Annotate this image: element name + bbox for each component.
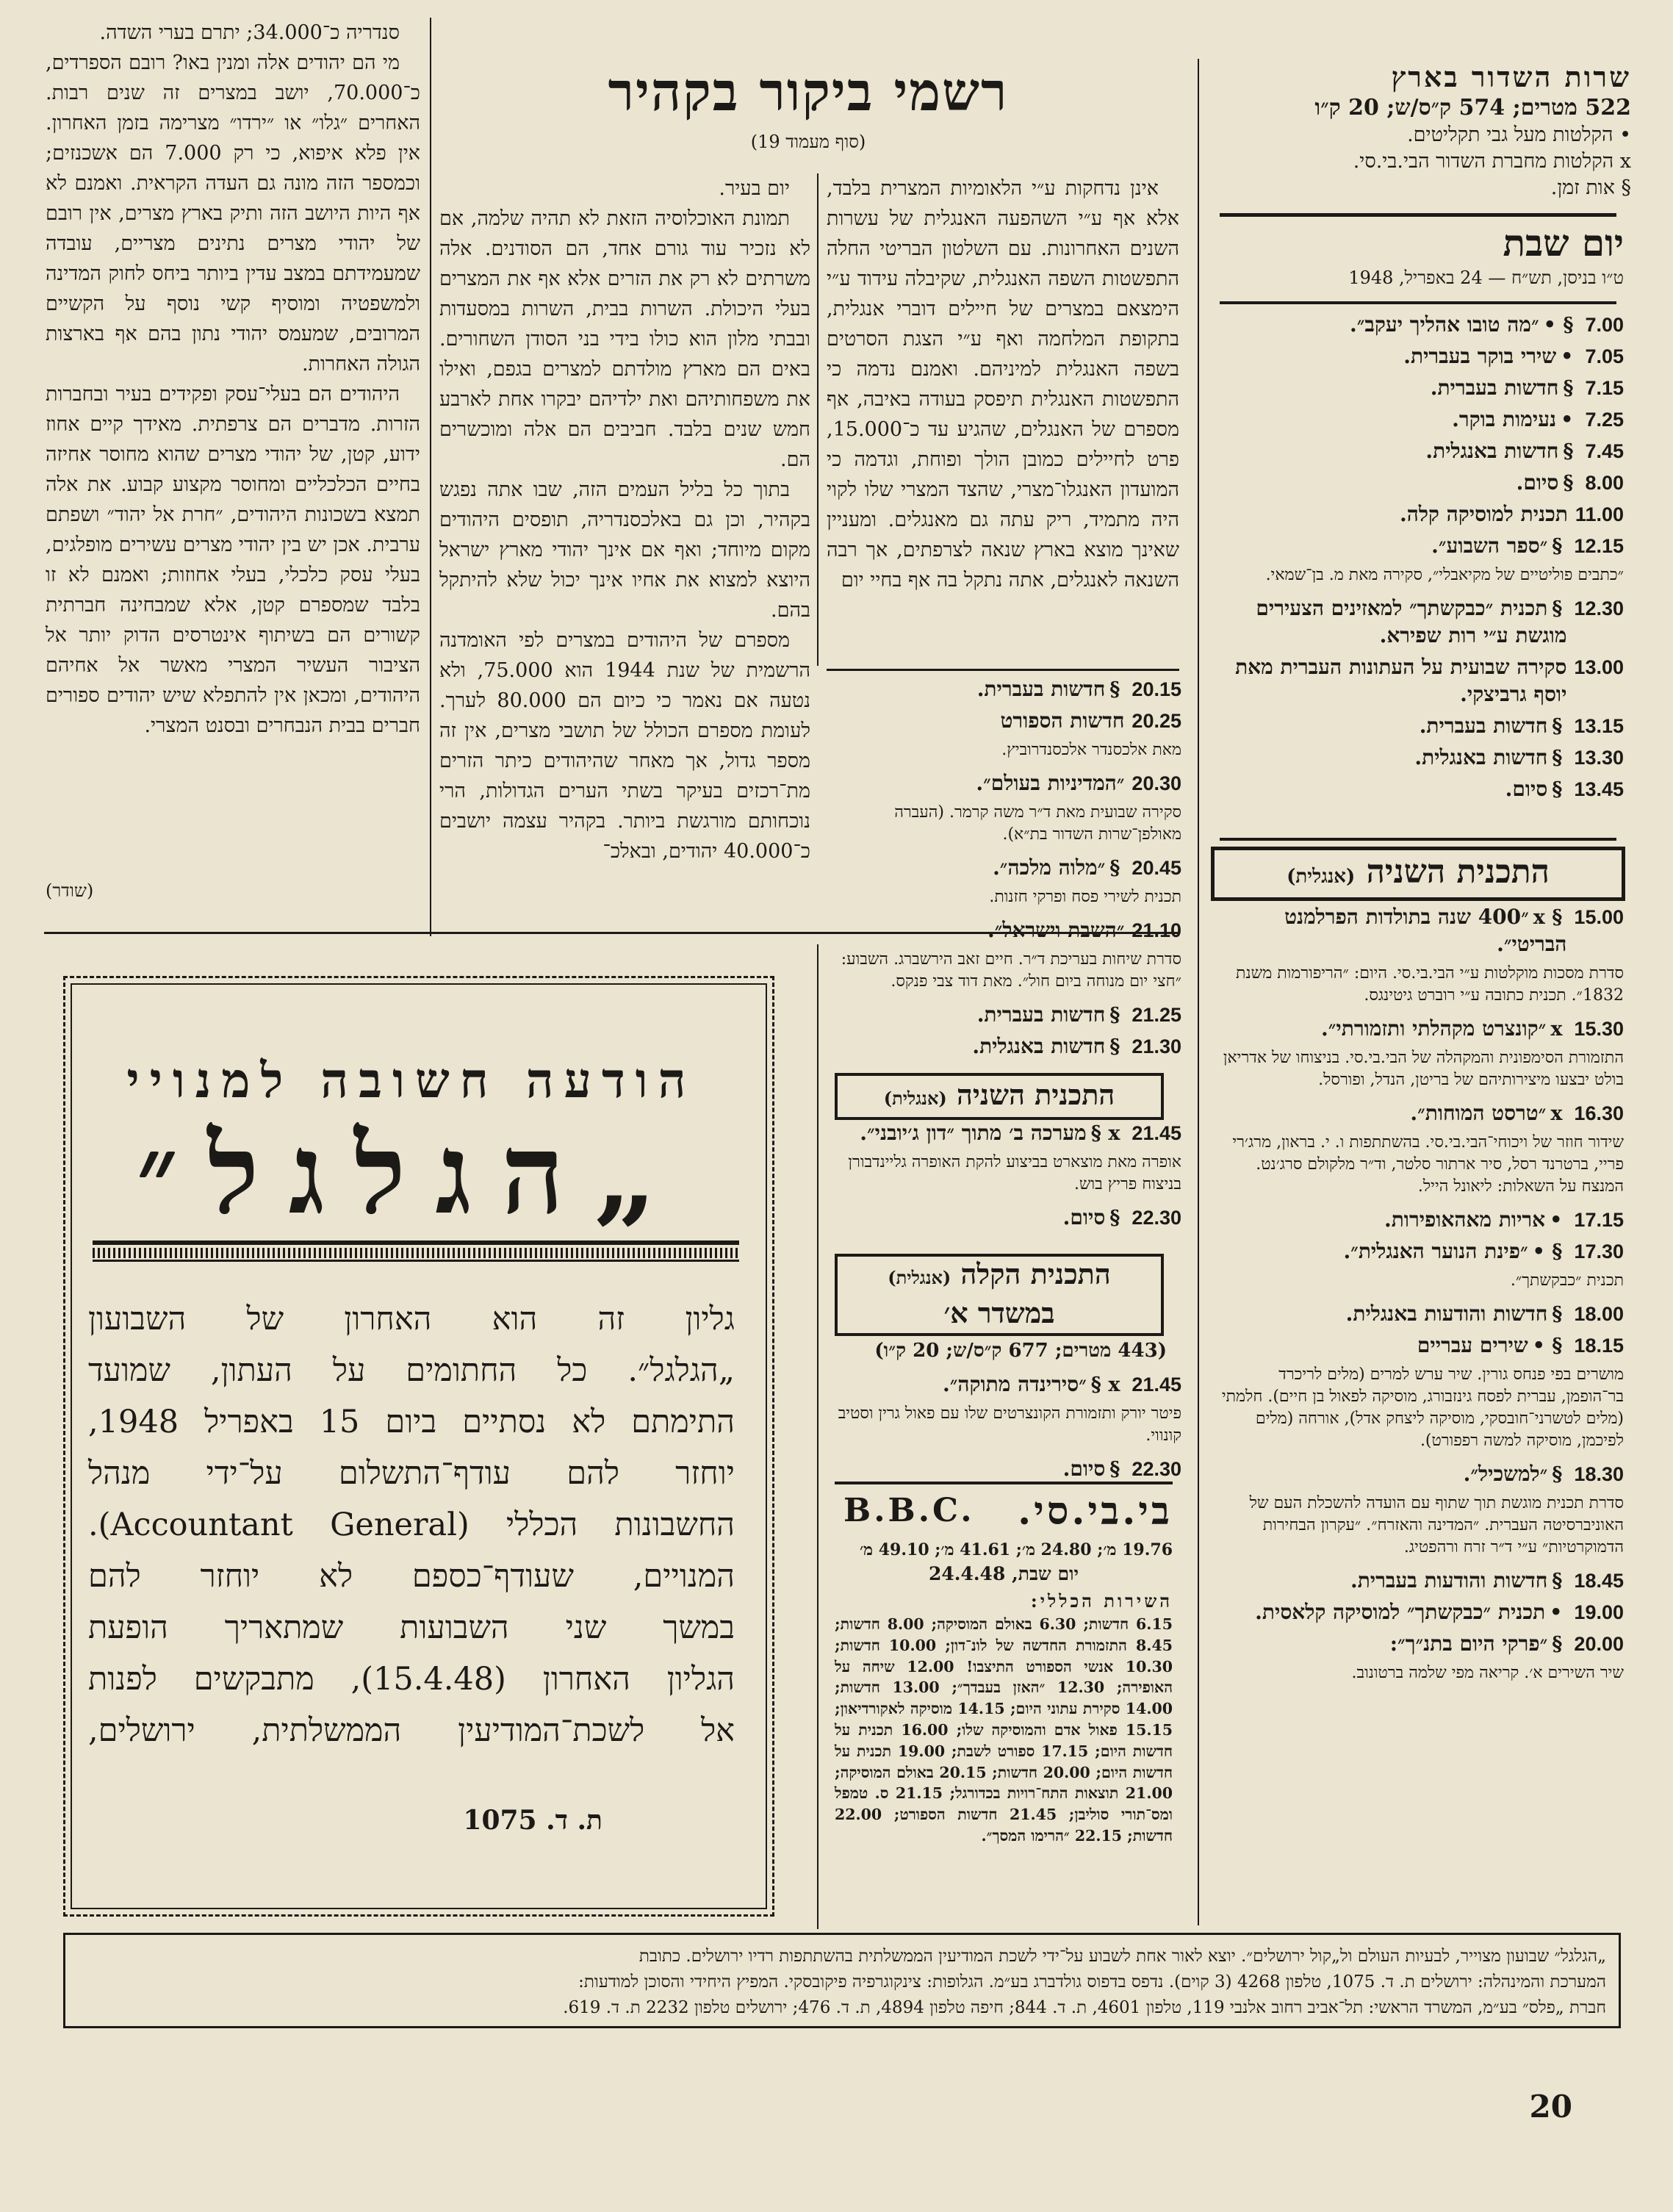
notice-rule-1 — [93, 1240, 739, 1245]
schedule-mark: § — [1552, 1463, 1563, 1486]
schedule-body — [1403, 343, 1577, 370]
schedule-body — [993, 855, 1124, 882]
schedule-mark: § • — [1532, 1335, 1563, 1357]
article-paragraph: יום בעיר. — [719, 177, 790, 200]
schedule-row — [1212, 654, 1624, 708]
schedule-row — [1212, 438, 1624, 465]
schedule-row — [829, 770, 1181, 797]
schedule-time: 12.30 — [1574, 597, 1624, 620]
schedule-time: 18.30 — [1574, 1463, 1624, 1485]
schedule-mark: § — [1109, 678, 1120, 701]
schedule-title: ״קונצרט מקהלתי ותזמורתי״. — [1321, 1016, 1547, 1041]
article-paragraph: סנדריה כ־34.000; יתרם בערי השדה. — [99, 21, 400, 44]
schedule-box1 — [829, 1120, 1181, 1236]
schedule-title: ״400 שנה בתולדות הפרלמנט הבריטי״. — [1284, 905, 1567, 956]
schedule-body — [1350, 312, 1577, 339]
schedule-mark: x — [1550, 1102, 1563, 1125]
schedule-time: 7.15 — [1585, 377, 1624, 399]
light-program-box-header — [835, 1254, 1164, 1336]
schedule-time: 22.30 — [1131, 1458, 1181, 1480]
schedule-row — [1212, 904, 1624, 958]
notice-line: במשך שני השבועות שמתאריך הופעת — [88, 1609, 735, 1646]
schedule-title: ״השבת וישראל״. — [987, 918, 1125, 942]
second-program-title: התכנית השניה — [1366, 853, 1550, 891]
box1-title: התכנית השניה — [956, 1078, 1115, 1111]
schedule-body — [1384, 1207, 1566, 1234]
page-number: 20 — [1529, 2089, 1572, 2125]
rule-right-3 — [1220, 838, 1616, 841]
notice-rule-2 — [93, 1260, 739, 1262]
schedule-title: סקירה שבועית על העתונות העברית מאת יוסף גרביצקי. — [1235, 655, 1567, 706]
schedule-mark: § — [1552, 747, 1563, 769]
schedule-body — [1425, 438, 1577, 465]
schedule-title: נעימות בוקר. — [1452, 407, 1557, 431]
article-signature: (שודר) — [46, 880, 94, 901]
box2-title: התכנית הקלה — [960, 1257, 1111, 1290]
schedule-title: סיום. — [1516, 470, 1559, 495]
schedule-mark: § — [1552, 597, 1563, 620]
article-paragraph: היהודים הם בעלי־עסק ופקידים בעיר ובחברות הזרות. מדברים הם צרפתית. מאידך קיים אחוז ידוע, קטן, של יהודי מצרים שהוא מחוסר אחיזה בחיים הכלכליים ומחוסר מקצוע קבוע. את אלה תמצא בשכונות היהודים, ״חרת אל יהוד״ ושפתם ערבית. אכן יש בין יהודי מצרים עשירים מופלגים, בעלי עסק כלכלי, בעלי אחוזות; ואמנם לא זו בלבד שמספרם קטן, אלא שמבחינה חברתית קשורים הם בשיתוף אינטרסים הדוק יותר אל הציבור העשיר המצרי מאשר אל אחיהם היהודים, ומכאן אין להתפלא שיש יהודים ספורים חברים בבית הנבחרים ובסנט המצרי. — [46, 383, 420, 737]
box2-tag: (אנגלית) — [888, 1267, 951, 1288]
schedule-row — [1212, 1461, 1624, 1488]
schedule-row — [1212, 406, 1624, 434]
schedule-body — [1517, 470, 1578, 497]
schedule-body — [1431, 533, 1566, 560]
bbc-freq: 19.76 מ׳; 24.80 מ׳; 41.61 מ׳; 49.10 מ׳ — [859, 1540, 1173, 1559]
schedule-title: חדשות והודעות בעברית. — [1350, 1568, 1548, 1592]
schedule-time: 13.00 — [1574, 656, 1624, 678]
schedule-title: חדשות והודעות באנגלית. — [1345, 1301, 1548, 1326]
schedule-box2 — [829, 1371, 1181, 1487]
legend-bbc: x הקלטות מחברת השדור הבי.בי.סי. — [1353, 150, 1631, 173]
schedule-title: חדשות הספורט — [1000, 708, 1125, 733]
schedule-time: 7.00 — [1585, 314, 1624, 336]
bbc-title-en: B.B.C. — [843, 1492, 975, 1529]
schedule-row — [1212, 343, 1624, 370]
schedule-body — [1400, 501, 1568, 528]
schedule-second — [1212, 904, 1624, 1693]
notice-line: „הגלגל״. כל החתומים על העתון, שמועד — [88, 1352, 735, 1389]
schedule-time: 20.30 — [1131, 772, 1181, 794]
schedule-mark: § — [1552, 535, 1563, 558]
box1-tag: (אנגלית) — [883, 1088, 947, 1109]
schedule-row — [829, 1204, 1181, 1232]
schedule-title: חדשות באנגלית. — [1425, 439, 1559, 463]
footer-line-1: „הגלגל״ שבועון מצוייר, לבעיות העולם ול„קול ירושלים״. יוצא לאור אחת לשבוע על־ידי לשכת המודיעין הממשלתית בהשתתפות רדיו ירושלים. כתובת — [638, 1947, 1606, 1966]
schedule-row — [1212, 1599, 1624, 1626]
bbc-heading — [835, 1489, 1173, 1533]
schedule-time: 17.15 — [1574, 1209, 1624, 1231]
schedule-desc: סקירה שבועית מאת ד״ר משה קרמר. (העברה מאולפן־שרות השדור בת״א). — [894, 803, 1181, 844]
schedule-time: 11.00 — [1575, 503, 1624, 525]
schedule-title: חדשות בעברית. — [976, 1002, 1106, 1027]
schedule-mark: • — [1550, 1209, 1563, 1232]
schedule-body — [977, 1002, 1125, 1029]
column-divider-right — [1198, 59, 1199, 1925]
article-title: רשמי ביקור בקהיר — [608, 60, 1009, 123]
article-paragraph: אינן נדחקות ע״י הלאומיות המצרית בלבד, אלא אף ע״י השהפעה האנגלית של עשרות השנים האחרונות. עם השלטון הבריטי החלה התפשטות השפה האנגלית, שקיבלה עידוד ע״י הימצאם במצרים של חיילים דוברי אנגלית, בתקופת המלחמה ואף ע״י הצגת הסרטים בשפה האנגלית למיניהם. ואמנם נדמה כי התפשטות האנגלית תיפסק בעודה באיבה, אף מספרם של האנגלים, שהגיע עד כ־15.000, פרט לחיילים כמובן הולך ופוחת, וגדמה כי המועדון האנגלו־מצרי, שהצד המצרי שלו לקוי היה מתמיד, ריק עתה גם מאנגלים. ומעניין שאינך מוצא בארץ שנאה לצרפתים, אך רבה השנאה לאנגלים, אתה נתקל בה אף בחיי יום — [827, 177, 1179, 592]
schedule-mark: § — [1563, 377, 1574, 400]
schedule-title: מערכה ב׳ מתוך ״דון ג׳יובני״. — [860, 1121, 1087, 1145]
article-paragraph: תמונת האוכלוסיה הזאת לא תהיה שלמה, אם לא נזכיר עוד גורם אחד, הם הסודנים. אלה משרתים לא רק את הזרים אלא אף את המצרים בעלי היכולת. השרות בבית, השרות במסעדות ובבתי מלון הוא כולו בידי בני הסודן השחורים. באים הם מארץ מולדתם למצרים בגפם, ואילו את משפחותיהם ואת ילדיהם יבקרו אחת לארבע חמש שנים בלבד. חביבים הם אלה ומוכשרים הם. — [439, 207, 810, 471]
bbc-service: השירות הכללי: — [1030, 1590, 1173, 1612]
schedule-title: חדשות בעברית. — [1419, 714, 1548, 738]
schedule-time: 18.00 — [1574, 1303, 1624, 1325]
schedule-time: 13.30 — [1574, 747, 1624, 769]
article-column-left — [46, 18, 420, 741]
schedule-body — [1417, 1332, 1567, 1360]
schedule-title: ״טרסט המוחות״. — [1410, 1101, 1547, 1125]
schedule-body — [1420, 713, 1567, 740]
schedule-mark: § — [1109, 1035, 1120, 1058]
legend-time-signal: § אות זמן. — [1550, 176, 1631, 199]
radio-header-freq: 522 מטרים; 574 ק״ס/ש; 20 ק״ו — [1314, 95, 1631, 121]
schedule-time: 7.45 — [1585, 440, 1624, 462]
schedule-row — [1212, 595, 1624, 650]
schedule-title: חדשות בעברית. — [976, 677, 1106, 701]
notice-line: גליון זה הוא האחרון של השבועון — [88, 1301, 735, 1337]
article-paragraph: בתוך כל בליל העמים הזה, שבו אתה נפגש בקהיר, וכן גם באלכסנדריה, תופסים היהודים מקום מיוחד; ואף אם אינך יהודי מארץ ישראל היוצא למצוא את אחיו אינך יכול שלא להיתקל בהם. — [439, 478, 810, 622]
notice-line: המנויים, שעודף־כספם לא יוחזר להם — [88, 1558, 735, 1595]
schedule-mark: § • — [1532, 1240, 1563, 1263]
schedule-body — [1431, 375, 1578, 402]
legend-recordings: • הקלטות מעל גבי תקליטים. — [1407, 123, 1631, 146]
schedule-title: סיום. — [1062, 1205, 1106, 1229]
schedule-time: 19.00 — [1574, 1601, 1624, 1623]
schedule-desc: תכנית ״כבקשתך״. — [1510, 1271, 1624, 1290]
schedule-title: תכנית ״כבקשתך״ למאזינים הצעירים מוגשת ע״י רות שפירא. — [1256, 596, 1567, 647]
article-column-right — [827, 173, 1179, 595]
schedule-mark: § — [1552, 1570, 1563, 1592]
schedule-desc: סדרת מסכות מוקלטות ע״י הבי.בי.סי. היום: ״הריפורמות משנת 1832״. תכנית כתובה ע״י רוברט גיטינגס. — [1236, 964, 1624, 1005]
day-title: יום שבת — [1503, 221, 1624, 265]
schedule-body — [1505, 776, 1567, 803]
schedule-desc: שידור חוזר של ויכוחי־הבי.בי.סי. בהשתתפות ו. י. בראון, מרג׳רי פריי, ברטרנד רסל, סיר ארתור סלטר, וד״ר מלקולם סרג׳נט. המנצח על השאלות: ליאונל הייל. — [1232, 1133, 1624, 1196]
schedule-body — [1452, 406, 1577, 434]
schedule-row — [829, 1033, 1181, 1060]
schedule-mark: x — [1550, 1018, 1563, 1041]
schedule-row — [1212, 744, 1624, 772]
schedule-title: ״פרקי היום בתנ״ך״: — [1389, 1631, 1548, 1656]
schedule-body — [1212, 904, 1566, 958]
schedule-desc: ״כתבים פוליטיים של מקיאבלי״, סקירה מאת מ. בן־שמאי. — [1265, 566, 1624, 584]
schedule-time: 15.00 — [1574, 906, 1624, 928]
schedule-row — [1212, 1207, 1624, 1234]
schedule-time: 18.15 — [1574, 1335, 1624, 1357]
schedule-time: 21.25 — [1131, 1004, 1181, 1026]
schedule-time: 7.05 — [1585, 345, 1624, 367]
schedule-desc: תכנית לשירי פסח ופרקי חזנות. — [989, 888, 1181, 906]
second-program-header — [1211, 847, 1625, 901]
schedule-row — [829, 1371, 1181, 1398]
schedule-row — [829, 708, 1181, 735]
schedule-body — [1212, 654, 1566, 708]
radio-header-title: שרות השדור בארץ — [1391, 60, 1631, 93]
schedule-body — [1410, 1100, 1566, 1127]
schedule-time: 21.30 — [1131, 1035, 1181, 1057]
schedule-body — [977, 676, 1125, 703]
notice-line: התימתם לא נסתיים ביום 15 באפריל 1948, — [88, 1404, 735, 1440]
notice-line: יוחזר להם עודף־התשלום על־ידי מנהל — [88, 1455, 735, 1492]
schedule-body — [972, 1033, 1124, 1060]
schedule-body — [943, 1371, 1124, 1398]
rule-right-2 — [1220, 301, 1616, 304]
article-col-divider-2 — [430, 18, 431, 936]
schedule-time: 20.00 — [1574, 1633, 1624, 1655]
schedule-mark: • — [1550, 1601, 1563, 1624]
schedule-desc: מושרים בפי פנחס גורין. שיר ערש למרים (מלים לריכרד בר־הופמן, עברית לפסח גינזבורג, מוסיקה לפאול בן חיים). חלמתי (מלים לטשרני־חובסקי, מוסיקה ליצחק אדל), אורחה (מלים לפיכמן, מוסיקה למשה רפפורט). — [1221, 1365, 1624, 1450]
day-date: ט״ו בניסן, תש״ח — 24 באפריל, 1948 — [1348, 267, 1624, 288]
schedule-title: ״המדיניות בעולם״. — [976, 771, 1125, 795]
schedule-mark: § — [1109, 1207, 1120, 1229]
schedule-body — [1063, 1456, 1125, 1483]
schedule-mark: • — [1561, 345, 1574, 368]
schedule-title: תכנית למוסיקה קלה. — [1399, 502, 1568, 526]
schedule-mark: § — [1109, 857, 1120, 880]
notice-heading: הודעה חשובה למנויי — [126, 1052, 697, 1109]
schedule-mark: § • — [1543, 314, 1574, 337]
schedule-title: אריות מאהאופירות. — [1384, 1207, 1546, 1232]
schedule-title: ״סירינדה מתוקה״. — [943, 1372, 1087, 1396]
article-column-middle — [439, 173, 810, 866]
bbc-top-rule — [835, 1482, 1173, 1484]
second-program-box-header — [835, 1073, 1164, 1120]
schedule-title: ״מה טובו אהליך יעקב״. — [1350, 312, 1539, 337]
schedule-title: חדשות באנגלית. — [972, 1034, 1106, 1058]
schedule-row — [829, 1456, 1181, 1483]
notice-rule-hatched — [93, 1248, 739, 1258]
schedule-time: 21.45 — [1131, 1122, 1181, 1144]
schedule-body — [1414, 744, 1566, 772]
article-paragraph: מי הם יהודים אלה ומנין באו? רובם הספרדים, כ־70.000, יושב במצרים זה שנים רבות. האחרים ״גלו״ או ״ירדו״ מצרימה בזמן האחרון. אין פלא איפוא, כי רק 7.000 הם אשכנזים; וכמספר הזה מונה גם העדה הקראית. ואמנם לא אף היות היושב הזה ותיק בארץ מצרים, אין רובם של יהודי מצרים נתינים מצריים, עובדה שמעמידתם במצב עדין ביותר ביחס לחוק המדינה ולמשפטיה ומוסיף קשי נוסף על הקשיים המרובים, שמעמס יהודי נתון בהם אף בארצות הגולה האחרות. — [46, 51, 420, 376]
schedule-title: ״מלוה מלכה״. — [993, 855, 1106, 880]
schedule-body — [1063, 1204, 1125, 1232]
schedule-desc: התזמורת הסימפונית והמקהלה של הבי.בי.סי. בניצוחו של אדריאן בולט יבצעו מיצירותיהם של בריטן, הנדל, ופורסל. — [1223, 1049, 1624, 1089]
schedule-title: ״ספר השבוע״. — [1431, 534, 1548, 558]
notice-line: החשבונות הכללי (Accountant General). — [88, 1507, 735, 1543]
schedule-body — [976, 770, 1124, 797]
schedule-time: 20.25 — [1131, 710, 1181, 732]
schedule-row — [1212, 312, 1624, 339]
footer-line-3: חברת „פלס״ בע״מ, המשרד הראשי: תל־אביב רחוב אלנבי 119, טלפון 4601, ת. ד. 844; חיפה טלפון 4894, ת. ד. 476; ירושלים טלפון 2232 ת. ד. 619. — [563, 1998, 1606, 2017]
schedule-time: 13.45 — [1574, 778, 1624, 800]
schedule-title: שירים עבריים — [1417, 1333, 1528, 1357]
schedule-body — [987, 917, 1124, 944]
schedule-row — [1212, 1332, 1624, 1360]
schedule-desc: מאת אלכסנדר אלכסנדרוביץ. — [1001, 741, 1181, 759]
schedule-desc: שיר השירים א׳. קריאה מפי שלמה ברטונוב. — [1351, 1664, 1624, 1682]
schedule-body — [1390, 1631, 1567, 1658]
schedule-time: 7.25 — [1585, 409, 1624, 431]
schedule-body — [860, 1120, 1124, 1147]
day-heading — [1212, 220, 1624, 290]
schedule-title: שירי בוקר בעברית. — [1403, 344, 1557, 368]
schedule-time: 12.15 — [1574, 535, 1624, 557]
schedule-time: 13.15 — [1574, 715, 1624, 737]
schedule-body — [1321, 1016, 1566, 1043]
schedule-title: ״פינת הנוער האנגלית״. — [1343, 1239, 1528, 1263]
box2-line2: במשדר א׳ — [943, 1296, 1055, 1329]
schedule-mark: § — [1552, 778, 1563, 801]
article-subtitle: (סוף מעמוד 19) — [750, 132, 866, 152]
schedule-mark: • — [1561, 409, 1574, 431]
column-divider-mid — [817, 944, 818, 1929]
schedule-body — [1464, 1461, 1567, 1488]
schedule-body — [1346, 1301, 1567, 1328]
schedule-main — [1212, 312, 1624, 808]
rule-right-1 — [1220, 213, 1616, 217]
schedule-mark: § x — [1533, 906, 1563, 929]
schedule-time: 22.30 — [1131, 1207, 1181, 1229]
notice-line: אל לשכת־המודיעין הממשלתית, ירושלים, — [88, 1712, 735, 1749]
article-col3-bottom-rule — [827, 669, 1179, 671]
schedule-row — [1212, 375, 1624, 402]
schedule-time: 20.45 — [1131, 857, 1181, 879]
notice-line: הגליון האחרון (15.4.48), מתבקשים לפנות — [88, 1661, 735, 1698]
schedule-mark: § — [1552, 1303, 1563, 1326]
schedule-desc: אופרה מאת מוצארט בביצוע להקת האופרה גליינדבורן בניצוח פריץ בוש. — [848, 1153, 1181, 1193]
schedule-mark: x § — [1090, 1373, 1120, 1396]
schedule-title: חדשות בעברית. — [1430, 376, 1559, 400]
schedule-row — [829, 1002, 1181, 1029]
schedule-row — [829, 917, 1181, 944]
schedule-row — [829, 855, 1181, 882]
schedule-desc: סדרת תכנית מוגשת תוך שתוף עם הועדה להשכלת העם של האוניברסיטה העברית. ״המדינה והאזרח״. ״עקרון הבחירות הדמוקרטיות״ ע״י ד״ר זרח ורהפטיג. — [1249, 1494, 1624, 1556]
bbc-date: יום שבת, 24.4.48 — [928, 1563, 1079, 1584]
schedule-body — [1000, 708, 1124, 735]
schedule-mark: § — [1109, 1458, 1120, 1481]
schedule-row — [1212, 470, 1624, 497]
box2-freq: (443 מטרים; 677 ק״ס/ש; 20 ק״ו) — [874, 1340, 1167, 1362]
schedule-row — [1212, 501, 1624, 528]
notice-text — [88, 1293, 735, 1756]
schedule-evening — [829, 676, 1181, 1065]
bbc-body: 6.15 חדשות; 6.30 באולם המוסיקה; 8.00 חדשות; 8.45 התזמורת החדשה של לונ־דון; 10.00 חדשות; 10.30 אנשי הספורט התיצבו! 12.00 שיחה על האופירה; 12.30 ״האזן בעבדך״; 13.00 חדשות; 14.00 סקירת עתוני היום; 14.15 מוסיקה לאקורדיאון; 15.15 פאול אדם והמוסיקה שלו; 16.00 תכנית על חדשות היום; 17.15 ספורט לשבת; 19.00 תכנית על חדשות היום; 20.00 חדשות; 20.15 באולם המוסיקה; 21.00 תוצאות התח־רויות בכדורגל; 21.15 ס. טמפל ומס־תורי סוליבן; 21.45 חדשות הספורט; 22.00 חדשות; 22.15 ״הרימו המסך״. — [835, 1615, 1173, 1845]
schedule-row — [1212, 1016, 1624, 1043]
article-paragraph: מספרם של היהודים במצרים לפי האומדנה הרשמית של שנת 1944 הוא 75.000, ולא נטעה אם נאמר כי כיום הם 80.000 לערך. לעומת מספרם הכולל של תושבי מצרים, אין זה מספר גדול, אך מאחר שהיהודים כיתר הזרים מת־רכזים בעיקר בשתי הערים הגדולות, הרי נוכחותם מורגשת ביותר. בקהיר עצמה יושבים כ־40.000 יהודים, ובאלכ־ — [439, 629, 810, 863]
schedule-time: 8.00 — [1585, 472, 1624, 494]
radio-header — [1212, 60, 1631, 201]
schedule-mark: § — [1563, 472, 1574, 495]
article-col-divider-1 — [817, 173, 818, 666]
schedule-title: ״למשכיל״. — [1463, 1462, 1548, 1486]
schedule-mark: § — [1563, 440, 1574, 463]
schedule-title: סיום. — [1062, 1457, 1106, 1481]
schedule-row — [1212, 1301, 1624, 1328]
schedule-desc: סדרת שיחות בעריכת ד״ר. חיים זאב הירשברג. השבוע: ״חצי יום מנוחה ביום חול״. מאת דוד צבי פנקס. — [841, 950, 1181, 991]
notice-po-box: ת. ד. 1075 — [463, 1805, 602, 1836]
schedule-row — [1212, 1568, 1624, 1595]
schedule-row — [1212, 1238, 1624, 1265]
footer-line-2: המערכת והמינהלה: ירושלים ת. ד. 1075, טלפון 4268 (3 קוים). נדפס בדפוס גולדברג בע״מ. הגלופות: צינקוגרפיה פיקובסקי. המפיץ היחידי והסוכן למודעות: — [578, 1972, 1606, 1992]
schedule-mark: § — [1109, 1004, 1120, 1027]
schedule-title: חדשות באנגלית. — [1414, 745, 1548, 769]
schedule-row — [1212, 1100, 1624, 1127]
schedule-body — [1212, 595, 1566, 650]
schedule-time: 21.45 — [1131, 1373, 1181, 1396]
schedule-row — [1212, 713, 1624, 740]
schedule-row — [829, 1120, 1181, 1147]
schedule-desc: פיטר יורק ותזמורת הקונצרטים שלו עם פאול גרין וסטיב קונווי. — [838, 1404, 1181, 1445]
schedule-body — [1343, 1238, 1566, 1265]
schedule-mark: § — [1552, 1633, 1563, 1656]
schedule-row — [1212, 776, 1624, 803]
schedule-mark: x § — [1090, 1122, 1120, 1145]
bbc-title-he: בי.בי.סי. — [1018, 1489, 1173, 1534]
schedule-time: 16.30 — [1574, 1102, 1624, 1124]
schedule-time: 15.30 — [1574, 1018, 1624, 1040]
schedule-time: 18.45 — [1574, 1570, 1624, 1592]
schedule-body — [1350, 1568, 1566, 1595]
schedule-body — [1255, 1599, 1566, 1626]
schedule-time: 17.30 — [1574, 1240, 1624, 1263]
schedule-title: תכנית ״כבקשתך״ למוסיקה קלאסית. — [1255, 1600, 1546, 1624]
schedule-row — [1212, 1631, 1624, 1658]
schedule-time: 21.10 — [1131, 919, 1181, 941]
schedule-mark: § — [1552, 715, 1563, 738]
schedule-row — [1212, 533, 1624, 560]
notice-name: „הגלגל״ — [136, 1110, 687, 1239]
schedule-time: 20.15 — [1131, 678, 1181, 700]
second-program-tag: (אנגלית) — [1287, 866, 1356, 888]
schedule-row — [829, 676, 1181, 703]
schedule-title: סיום. — [1505, 777, 1548, 801]
